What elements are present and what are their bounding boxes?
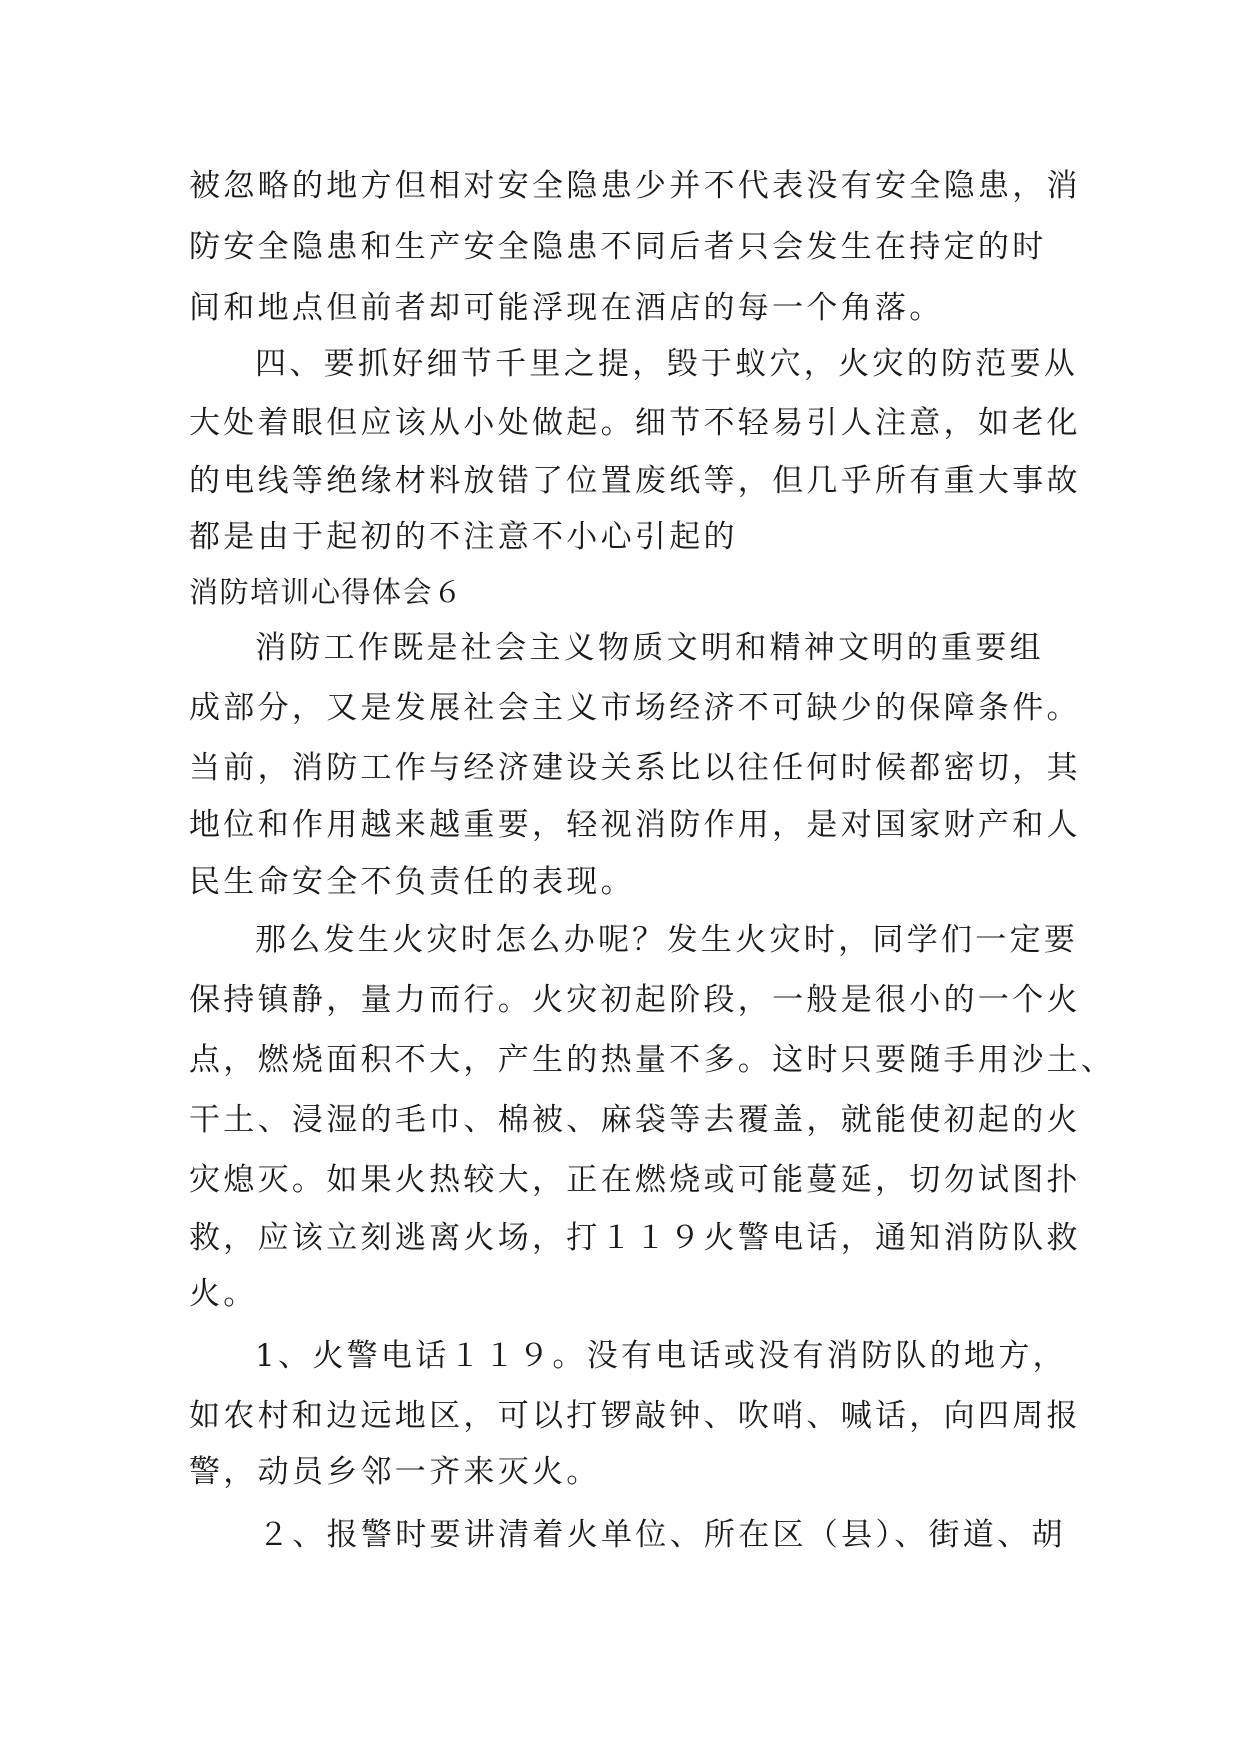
text-line: 保持镇静，量力而行。火灾初起阶段，一般是很小的一个火 [189,982,1081,1018]
text-line: 被忽略的地方但相对安全隐患少并不代表没有安全隐患，消 [189,168,1081,204]
text-line: 地位和作用越来越重要，轻视消防作用，是对国家财产和人 [189,807,1081,843]
text-line: 大处着眼但应该从小处做起。细节不轻易引人注意，如老化 [189,405,1081,441]
text-line: 火。 [189,1276,258,1312]
text-line: 1、火警电话１１９。没有电话或没有消防队的地方， [255,1338,1067,1374]
text-line: 点，燃烧面积不大，产生的热量不多。这时只要随手用沙土、 [189,1042,1116,1078]
text-line: 灾熄灭。如果火热较大，正在燃烧或可能蔓延，切勿试图扑 [189,1162,1081,1198]
text-line: 成部分，又是发展社会主义市场经济不可缺少的保障条件。 [189,690,1081,726]
text-line: 当前，消防工作与经济建设关系比以往任何时候都密切，其 [189,750,1081,786]
text-line: 四、要抓好细节千里之提，毁于蚁穴，火灾的防范要从 [255,346,1079,382]
text-line: ２、报警时要讲清着火单位、所在区（县）、街道、胡 [258,1517,1066,1553]
text-line: 如农村和边远地区，可以打锣敲钟、吹哨、喊话，向四周报 [189,1398,1081,1434]
text-line: 那么发生火灾时怎么办呢？发生火灾时，同学们一定要 [255,922,1079,958]
text-line: 防安全隐患和生产安全隐患不同后者只会发生在持定的时 [189,229,1047,265]
text-line: 都是由于起初的不注意不小心引起的 [189,519,738,555]
text-line: 间和地点但前者却可能浮现在酒店的每一个角落。 [189,290,944,326]
section-heading: 消防培训心得体会６ [189,575,464,609]
text-line: 民生命安全不负责任的表现。 [189,864,635,900]
text-line: 的电线等绝缘材料放错了位置废纸等，但几乎所有重大事故 [189,463,1081,499]
text-line: 警，动员乡邻一齐来灭火。 [189,1454,601,1490]
text-line: 干土、浸湿的毛巾、棉被、麻袋等去覆盖，就能使初起的火 [189,1102,1081,1138]
text-line: 消防工作既是社会主义物质文明和精神文明的重要组 [255,630,1044,666]
text-line: 救，应该立刻逃离火场，打１１９火警电话，通知消防队救 [189,1220,1081,1256]
